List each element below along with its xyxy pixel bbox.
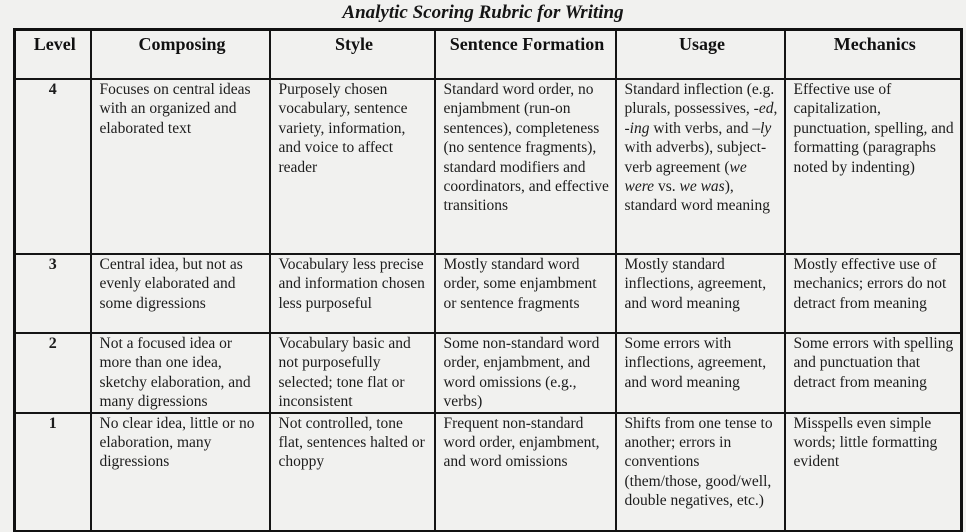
usage-example-ly: –ly	[752, 119, 772, 137]
composing-cell: No clear idea, little or no elaboration, many digressions	[91, 413, 270, 532]
mechanics-cell: Some errors with spelling and punctuation that detract from meaning	[785, 333, 962, 413]
usage-cell	[616, 79, 785, 254]
sentence-formation-cell: Mostly standard word order, some enjambment or sentence fragments	[435, 254, 616, 333]
usage-example-we-were: we were	[624, 158, 747, 196]
usage-text: ,	[773, 100, 778, 118]
level-cell: 2	[15, 333, 91, 413]
usage-text: with adverbs), subject-verb agreement (	[624, 139, 767, 176]
column-header-composing: Composing	[91, 30, 270, 80]
mechanics-cell: Effective use of capitalization, punctuation, spelling, and formatting (paragraphs noted by indenting)	[785, 79, 962, 254]
table-row-level-4	[15, 79, 962, 254]
level-cell: 4	[15, 79, 91, 254]
table-row-level-1	[15, 413, 962, 532]
mechanics-cell: Mostly effective use of mechanics; errors do not detract from meaning	[785, 254, 962, 333]
column-header-usage: Usage	[616, 30, 785, 80]
column-header-style: Style	[270, 30, 435, 80]
style-cell: Vocabulary less precise and information chosen less purposeful	[270, 254, 435, 333]
usage-text: vs.	[654, 178, 680, 196]
sentence-formation-cell: Frequent non-standard word order, enjambment, and word omissions	[435, 413, 616, 532]
rubric-table	[13, 28, 963, 532]
level-cell: 3	[15, 254, 91, 333]
style-cell: Purposely chosen vocabulary, sentence variety, information, and voice to affect reader	[270, 79, 435, 254]
style-cell: Vocabulary basic and not purposefully selected; tone flat or inconsistent	[270, 333, 435, 413]
usage-example-ing: -ing	[624, 119, 650, 137]
usage-text: with verbs, and	[649, 119, 753, 137]
usage-cell: Mostly standard inflections, agreement, and word meaning	[616, 254, 785, 333]
usage-cell: Some errors with inflections, agreement, and word meaning	[616, 333, 785, 413]
sentence-formation-cell: Standard word order, no enjambment (run-on sentences), completeness (no sentence fragments), standard modifiers and coordinators, and effective transitions	[435, 79, 616, 254]
usage-text: Standard inflection (e.g. plurals, possessives,	[624, 81, 775, 118]
usage-cell: Shifts from one tense to another; errors in conventions (them/those, good/well, double negatives, etc.)	[616, 413, 785, 532]
composing-cell: Central idea, but not as evenly elaborated and some digressions	[91, 254, 270, 333]
sentence-formation-cell: Some non-standard word order, enjambment, and word omissions (e.g., verbs)	[435, 333, 616, 413]
composing-cell: Not a focused idea or more than one idea, sketchy elaboration, and many digressions	[91, 333, 270, 413]
column-header-sentence-formation: Sentence Formation	[435, 30, 616, 80]
column-header-level: Level	[15, 30, 91, 80]
style-cell: Not controlled, tone flat, sentences halted or choppy	[270, 413, 435, 532]
mechanics-cell: Misspells even simple words; little formatting evident	[785, 413, 962, 532]
table-row-level-2	[15, 333, 962, 413]
table-row-level-3	[15, 254, 962, 333]
composing-cell: Focuses on central ideas with an organized and elaborated text	[91, 79, 270, 254]
column-header-mechanics: Mechanics	[785, 30, 962, 80]
document-title: Analytic Scoring Rubric for Writing	[342, 2, 624, 23]
header-row	[15, 30, 962, 80]
usage-text: ), standard word meaning	[624, 178, 770, 215]
usage-example-we-was: we was	[679, 178, 725, 196]
level-cell: 1	[15, 413, 91, 532]
usage-example-ed: -ed	[753, 100, 774, 118]
